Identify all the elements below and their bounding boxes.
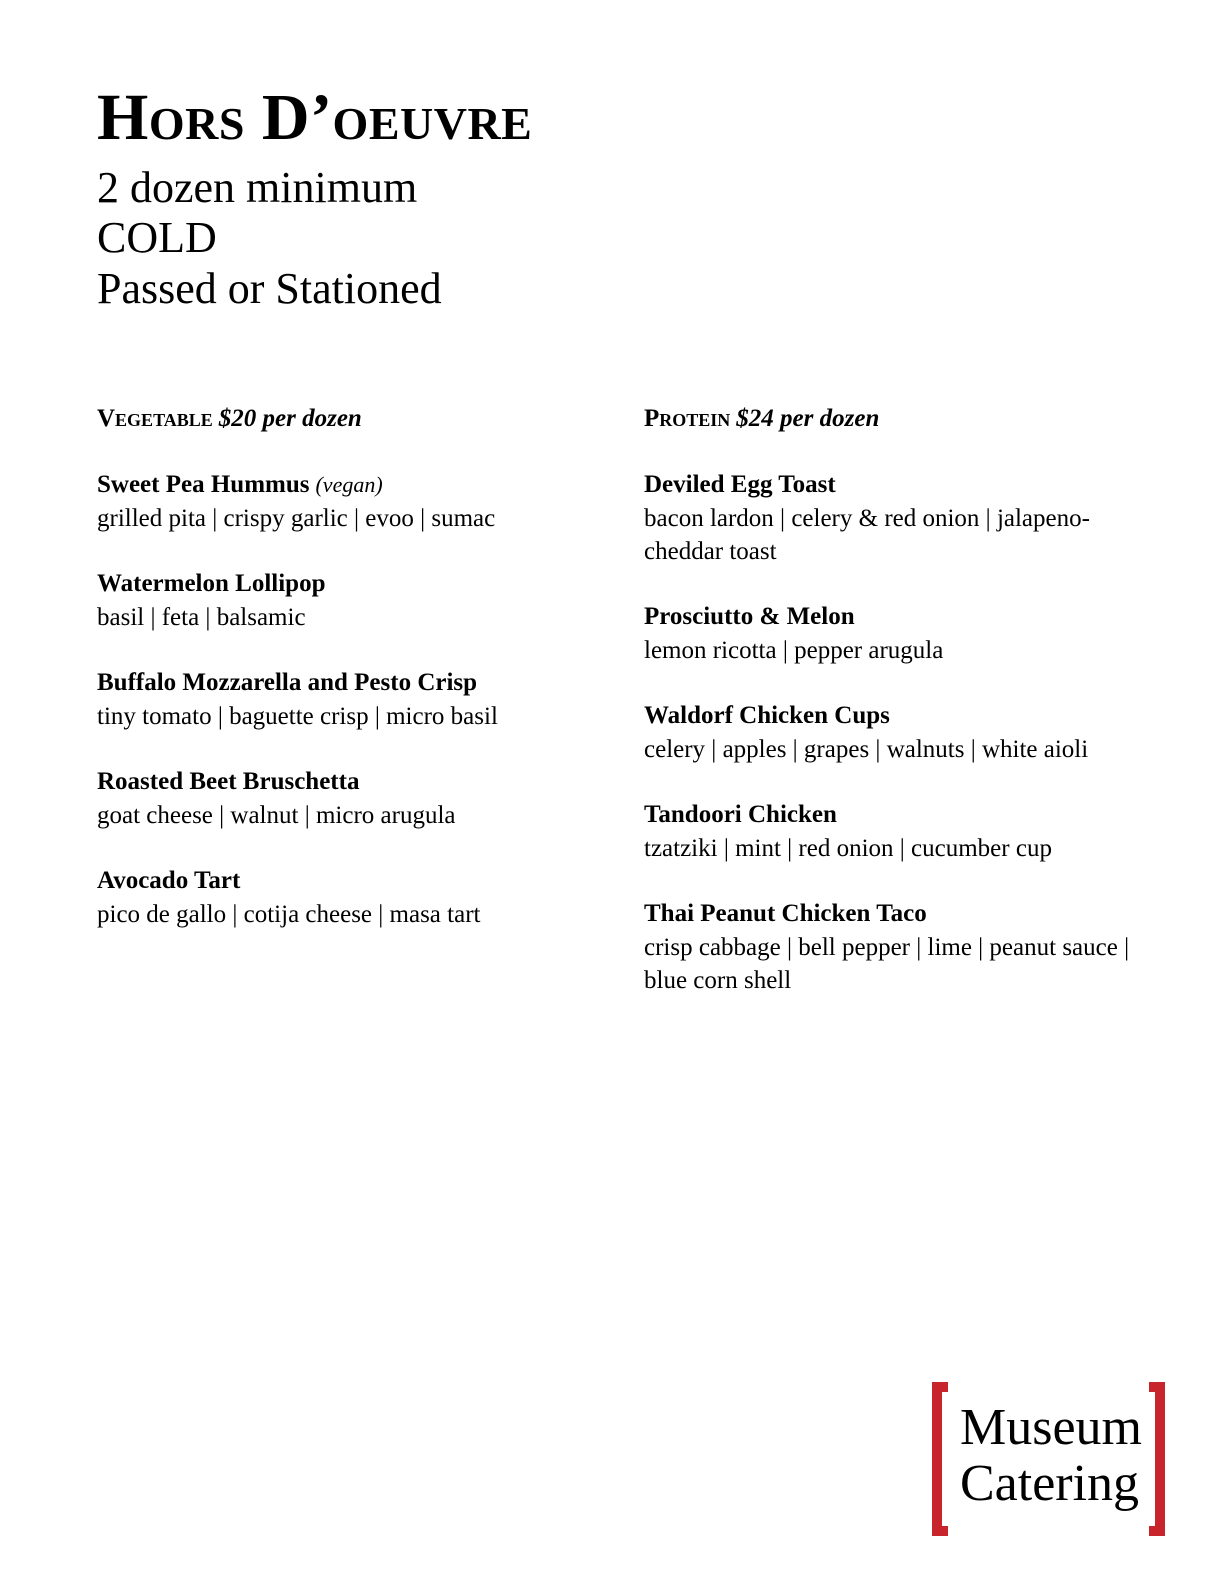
menu-item (644, 468, 1204, 568)
item-description: basil | feta | balsamic (97, 604, 306, 631)
item-description: bacon lardon | celery & red onion | jalapeno- cheddar toast (644, 505, 1090, 565)
item-description: tiny tomato | baguette crisp | micro basil (97, 703, 498, 730)
item-name: Waldorf Chicken Cups (644, 702, 890, 729)
item-name: Buffalo Mozzarella and Pesto Crisp (97, 669, 478, 696)
item-description: tzatziki | mint | red onion | cucumber cup (644, 835, 1052, 862)
section-heading (644, 402, 1204, 436)
item-description: lemon ricotta | pepper arugula (644, 637, 944, 664)
logo-left-bracket (932, 1382, 948, 1536)
logo-text (960, 1400, 1142, 1512)
menu-item (644, 699, 1204, 766)
vegetable-section (97, 402, 577, 963)
menu-item (97, 567, 577, 634)
section-label: Protein (644, 405, 731, 432)
item-name: Prosciutto & Melon (644, 603, 855, 630)
logo-right-bracket (1149, 1382, 1165, 1536)
menu-item (644, 600, 1204, 667)
menu-item (97, 468, 577, 535)
item-name: Tandoori Chicken (644, 801, 837, 828)
menu-item (644, 897, 1204, 997)
menu-item (97, 765, 577, 832)
logo-line-1: Museum (960, 1399, 1142, 1456)
item-name: Sweet Pea Hummus (97, 471, 310, 498)
section-price: $24 per dozen (736, 405, 880, 432)
item-name: Thai Peanut Chicken Taco (644, 900, 927, 927)
menu-item (97, 666, 577, 733)
section-price: $20 per dozen (218, 405, 362, 432)
page-title: Hors D’oeuvre (97, 81, 533, 154)
item-description: goat cheese | walnut | micro arugula (97, 802, 456, 829)
museum-catering-logo (932, 1382, 1165, 1536)
item-description: grilled pita | crispy garlic | evoo | sumac (97, 505, 496, 532)
minimum-order-note: 2 dozen minimum (97, 163, 418, 212)
section-label: Vegetable (97, 405, 213, 432)
item-name: Avocado Tart (97, 867, 241, 894)
logo-line-2: Catering (960, 1455, 1140, 1512)
temperature-label: COLD (97, 213, 217, 262)
protein-section (644, 402, 1204, 1029)
section-heading (97, 402, 577, 436)
item-name: Watermelon Lollipop (97, 570, 326, 597)
menu-item (97, 864, 577, 931)
item-description: celery | apples | grapes | walnuts | white aioli (644, 736, 1089, 763)
service-style-label: Passed or Stationed (97, 264, 442, 313)
item-name: Deviled Egg Toast (644, 471, 836, 498)
item-note: (vegan) (315, 472, 383, 497)
item-description: crisp cabbage | bell pepper | lime | peanut sauce | blue corn shell (644, 934, 1130, 994)
item-description: pico de gallo | cotija cheese | masa tart (97, 901, 481, 928)
menu-item (644, 798, 1204, 865)
item-name: Roasted Beet Bruschetta (97, 768, 360, 795)
